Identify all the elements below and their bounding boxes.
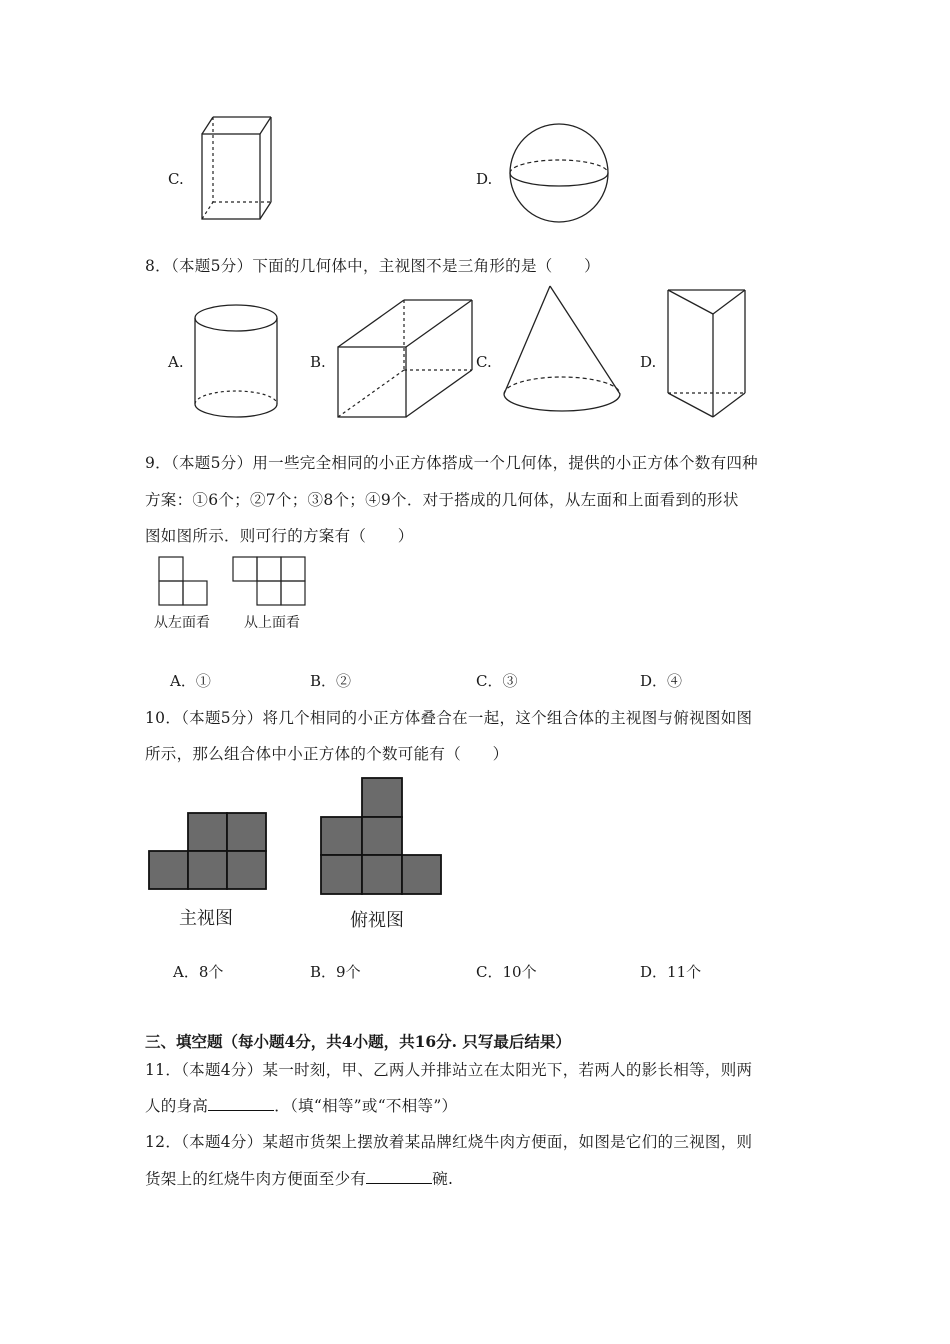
q12-stem-line-1: 12．（本题4分）某超市货架上摆放着某品牌红烧牛肉方便面，如图是它们的三视图，则 [145, 1133, 753, 1151]
q9-left-view-figure [158, 556, 210, 606]
q10-stem-line-1: 10．（本题5分）将几个相同的小正方体叠合在一起，这个组合体的主视图与俯视图如图 [145, 709, 753, 727]
q9-option-a: A．① [170, 672, 211, 690]
q8-stem: 8．（本题5分）下面的几何体中，主视图不是三角形的是（ ） [145, 257, 600, 275]
q9-option-c: C．③ [476, 672, 518, 690]
q11-stem-line-2-pre: 人的身高 [145, 1097, 209, 1115]
q12-stem-line-2-post: 碗. [432, 1170, 454, 1188]
q10-front-view-figure [147, 812, 269, 892]
q8-cuboid-figure [336, 298, 476, 420]
q9-caption-top-view: 从上面看 [244, 615, 300, 631]
q10-option-b: B．9个 [310, 963, 361, 981]
q8-option-c-label: C. [476, 353, 492, 371]
q11-stem-line-2 [145, 1094, 457, 1116]
q9-top-view-figure [232, 556, 308, 606]
q7-cuboid-figure [195, 112, 275, 222]
q9-option-b: B．② [310, 672, 352, 690]
q8-option-d-label: D. [640, 353, 657, 371]
q9-stem-line-2: 方案：①6个；②7个；③8个；④9个．对于搭成的几何体，从左面和上面看到的形状 [145, 491, 739, 509]
q10-option-c: C．10个 [476, 963, 537, 981]
q8-triangular-prism-figure [665, 288, 749, 420]
q11-stem-line-2-post: ．（填“相等”或“不相等”） [274, 1097, 458, 1115]
section-3-heading: 三、填空题（每小题4分，共4小题，共16分. 只写最后结果） [145, 1032, 571, 1051]
q8-cone-figure [500, 284, 624, 418]
q8-option-b-label: B. [310, 353, 326, 371]
q9-stem-line-1: 9．（本题5分）用一些完全相同的小正方体搭成一个几何体，提供的小正方体个数有四种 [145, 454, 758, 472]
q11-answer-blank[interactable] [208, 1109, 274, 1111]
q10-option-d: D．11个 [640, 963, 702, 981]
q11-stem-line-1: 11．（本题4分）某一时刻，甲、乙两人并排站立在太阳光下，若两人的影长相等，则两 [145, 1061, 753, 1079]
q10-caption-top-view: 俯视图 [350, 910, 404, 931]
q10-caption-front-view: 主视图 [179, 908, 233, 929]
q12-stem-line-2-pre: 货架上的红烧牛肉方便面至少有 [145, 1170, 367, 1188]
q8-option-a-label: A. [168, 353, 184, 371]
q7-sphere-figure [507, 122, 611, 224]
q8-cylinder-figure [194, 303, 280, 421]
q9-caption-left-view: 从左面看 [154, 615, 210, 631]
q9-stem-line-3: 图如图所示．则可行的方案有（ ） [145, 527, 414, 545]
q10-top-view-figure [319, 776, 444, 896]
q10-option-a: A．8个 [173, 963, 224, 981]
q7-option-c-label: C. [168, 170, 184, 188]
q9-option-d: D．④ [640, 672, 683, 690]
q10-stem-line-2: 所示，那么组合体中小正方体的个数可能有（ ） [145, 745, 509, 763]
q7-option-d-label: D. [476, 170, 493, 188]
q12-stem-line-2 [145, 1167, 453, 1189]
q12-answer-blank[interactable] [366, 1182, 432, 1184]
